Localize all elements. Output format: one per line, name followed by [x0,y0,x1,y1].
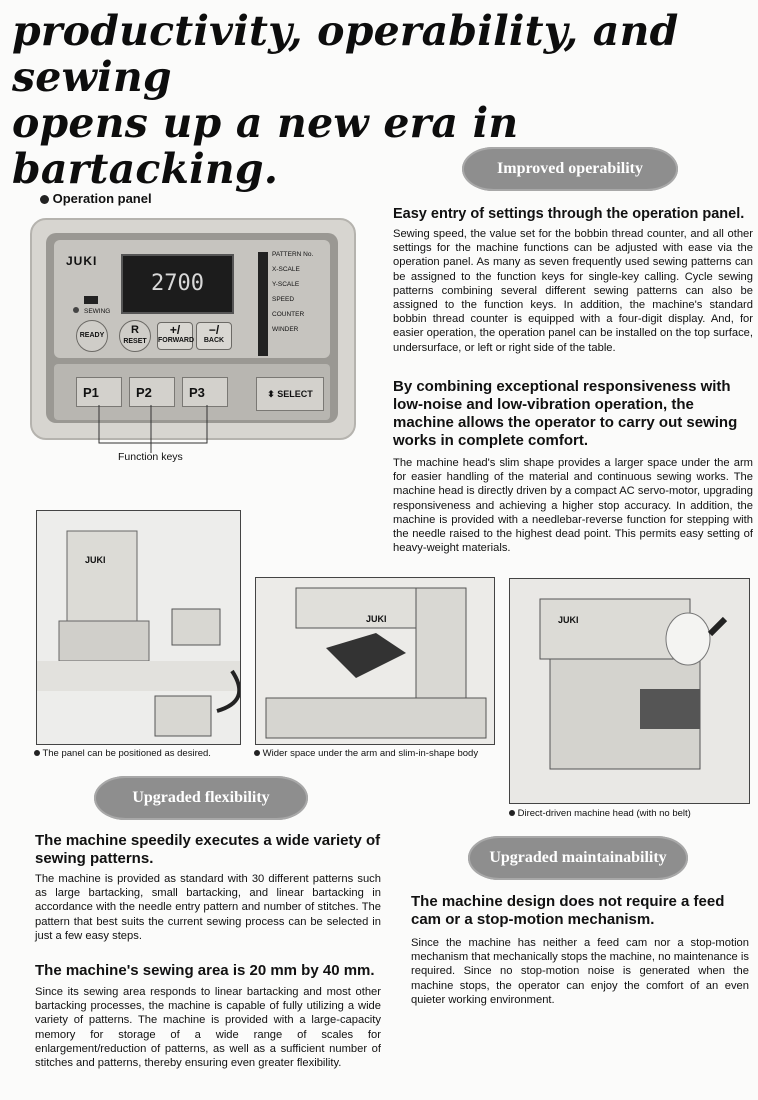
indicator-counter: COUNTER [272,311,305,318]
photo-direct-driven [509,578,750,804]
indicator-y-scale: Y-SCALE [272,281,300,288]
operation-panel-label: Operation panel [52,191,152,206]
indicator-speed: SPEED [272,296,295,303]
select-button[interactable] [256,377,324,411]
forward-label: FORWARD [158,337,195,344]
p3-key[interactable]: P3 [182,377,228,407]
caption-3-text: Direct-driven machine head (with no belt) [517,808,691,819]
indicator-winder: WINDER [272,326,299,333]
pill-upgraded-maintainability: Upgraded maintainability [468,836,688,880]
photo-slim-body [255,577,495,745]
sewing-led-icon [73,307,79,313]
caption-1-text: The panel can be positioned as desired. [42,748,211,759]
reset-button[interactable] [119,320,151,352]
select-label: SELECT [277,389,313,399]
operability-title-2: By combining exceptional responsiveness with low-noise and low-vibration operation, the machine allows the operator to carry out sewing works in complete comfort. [393,378,738,449]
photo2-brand: JUKI [366,614,387,624]
slim-machine-image [256,578,494,744]
caption-panel-positioned [34,748,211,759]
pill-improved-operability: Improved operability [462,147,678,191]
flexibility-body-2: Since its sewing area responds to linear bartacking and most other bartacking processes, the machine is capable of fully utilizing a wide variety of patterns. The machine is provided with a large-capacity memory for storage of a wide range of scales for enlargement/reduction of patterns, as well as a sufficient number of stitches and patterns, thereby ensuring even greater flexibility. [35,986,381,1070]
bullet-icon [34,750,40,756]
panel-brand-logo: JUKI [66,254,98,268]
ready-button[interactable]: READY [76,320,108,352]
maintainability-title: The machine design does not require a feed cam or a stop-motion mechanism. [411,893,725,928]
indicator-x-scale: X-SCALE [272,266,300,273]
reset-letter: R [131,324,139,336]
operability-body: Sewing speed, the value set for the bobbin thread counter, and all other settings for the machine functions can be adjusted with ease via the operation panel. As many as seven frequently used sewing patterns can be assigned to the function keys for single-key calling. Cycle sewing patterns combining several different sewing patterns can also be assigned to the function keys. In addition, the machine's standard bobbin thread counter is equipped with a four-digit display. And, for easier operation, the operation panel can be installed on the top surface, undersurface, or left or right side of the table. [393,228,753,354]
updown-arrow-icon: ⬍ [267,389,275,399]
reset-label: RESET [123,338,147,345]
back-button[interactable] [196,322,232,350]
indicator-led-strip [258,252,268,356]
operability-title: Easy entry of settings through the operation panel. [393,206,745,222]
bullet-icon [254,750,260,756]
maintainability-body: Since the machine has neither a feed cam nor a stop-motion mechanism that mechanically stops the machine, no maintenance is required. Since no stop-motion noise is generated when the machine stops, the operator can enjoy the comfort of an even quieter working environment. [411,937,749,1006]
machine-with-panel-image [37,511,240,744]
p2-key[interactable]: P2 [129,377,175,407]
function-keys-label: Function keys [118,451,183,463]
panel-display: 2700 [121,254,234,314]
operability-body-2: The machine head's slim shape provides a larger space under the arm for easier handling of the material and continuous sewing works. The machine head is directly driven by a compact AC servo-motor, upgrading responsiveness and achieving a higher stop accuracy. In addition, the machine is provided with a needlebar-reverse function for stepping with the needle raised to the highest dead point. This permits easy setting of heavy-weight materials. [393,457,753,555]
headline-line-2: opens up a new era in bartacking. [12,99,519,193]
caption-direct-driven [509,808,691,819]
forward-button[interactable] [157,322,193,350]
flexibility-body: The machine is provided as standard with 30 different patterns such as large bartacking, small bartacking, and linear bartacking in accordance with the needle entry pattern and number of stitches. The pattern that best suits the current sewing process can be selected in just a few easy steps. [35,873,381,942]
flexibility-title-2: The machine's sewing area is 20 mm by 40 mm. [35,962,375,979]
minus-label: −/ [208,323,220,337]
back-label: BACK [203,337,225,344]
indicator-pattern-no: PATTERN No. [272,251,314,258]
operation-panel-heading [40,191,152,206]
sewing-machine-icon [84,296,98,304]
flexibility-title: The machine speedily executes a wide variety of sewing patterns. [35,832,381,867]
pill-upgraded-flexibility: Upgraded flexibility [94,776,308,820]
direct-driven-head-image [510,579,749,803]
panel-indicator-list [272,247,346,357]
photo3-brand: JUKI [558,615,579,625]
headline-line-1: productivity, operability, and sewing [12,7,679,101]
plus-label: +/ [169,323,181,337]
sewing-label: SEWING [84,308,111,315]
p1-key[interactable]: P1 [76,377,122,407]
bullet-icon [509,810,515,816]
photo-panel-positioned [36,510,241,745]
photo1-brand: JUKI [85,555,106,565]
caption-2-text: Wider space under the arm and slim-in-shape body [262,748,479,759]
function-keys-bracket [95,405,215,453]
bullet-icon [40,195,49,204]
caption-slim-body [254,748,478,759]
